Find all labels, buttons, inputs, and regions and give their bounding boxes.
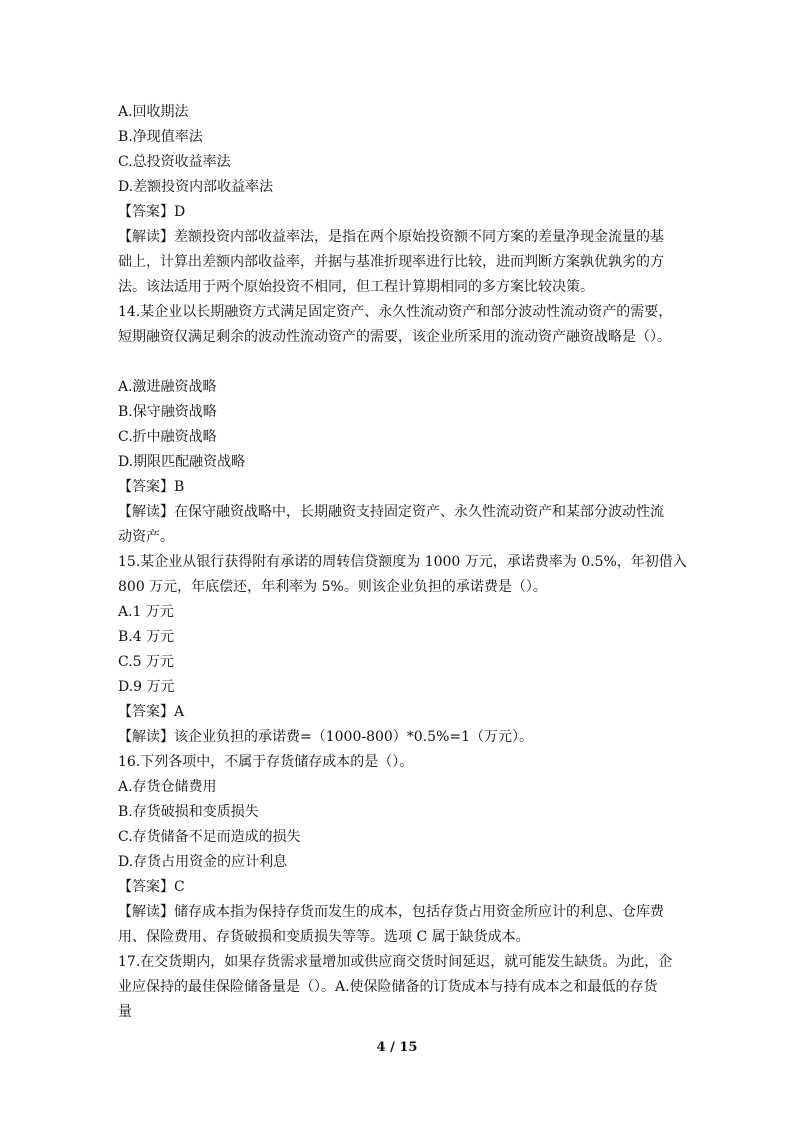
question-stem: 短期融资仅满足剩余的波动性流动资产的需要，该企业所采用的流动资产融资战略是（）。 <box>118 329 671 345</box>
option-c: C.总投资收益率法 <box>118 154 231 170</box>
explanation-line: 动资产。 <box>118 529 174 545</box>
option-c: C.5 万元 <box>118 654 175 670</box>
page-number: 4 / 15 <box>376 1040 418 1055</box>
explanation-line: 法。该法适用于两个原始投资不相同，但工程计算期相同的多方案比较决策。 <box>118 279 594 295</box>
explanation-line: 【解读】差额投资内部收益率法，是指在两个原始投资额不同方案的差量净现金流量的基 <box>118 229 664 245</box>
question-stem: 14.某企业以长期融资方式满足固定资产、永久性流动资产和部分波动性流动资产的需要， <box>118 304 673 320</box>
question-stem: 业应保持的最佳保险储备量是（）。A.使保险储备的订货成本与持有成本之和最低的存货 <box>118 979 658 995</box>
option-a: A.回收期法 <box>118 104 189 120</box>
option-b: B.净现值率法 <box>118 129 203 145</box>
option-d: D.期限匹配融资战略 <box>118 454 246 470</box>
option-c: C.折中融资战略 <box>118 429 217 445</box>
answer: 【答案】C <box>118 879 185 895</box>
explanation-line: 【解读】储存成本指为保持存货而发生的成本，包括存货占用资金所应计的利息、仓库费 <box>118 904 664 920</box>
option-a: A.存货仓储费用 <box>118 779 217 795</box>
question-stem: 17.在交货期内，如果存货需求量增加或供应商交货时间延迟，就可能发生缺货。为此，企 <box>118 954 673 970</box>
explanation-line: 用、保险费用、存货破损和变质损失等等。选项 C 属于缺货成本。 <box>118 929 530 945</box>
explanation-line: 【解读】在保守融资战略中，长期融资支持固定资产、永久性流动资产和某部分波动性流 <box>118 504 664 520</box>
question-stem: 16.下列各项中，不属于存货储存成本的是（）。 <box>118 754 414 770</box>
question-stem: 15.某企业从银行获得附有承诺的周转信贷额度为 1000 万元，承诺费率为 0.5%，年初借入 <box>118 554 687 570</box>
explanation-line: 础上，计算出差额内部收益率，并据与基准折现率进行比较，进而判断方案孰优孰劣的方 <box>118 254 664 270</box>
option-d: D.9 万元 <box>118 679 175 695</box>
explanation-line: 【解读】该企业负担的承诺费=（1000-800）*0.5%=1（万元）。 <box>118 729 534 745</box>
question-stem: 800 万元，年底偿还，年利率为 5%。则该企业负担的承诺费是（）。 <box>118 579 547 595</box>
answer: 【答案】D <box>118 204 186 220</box>
answer: 【答案】A <box>118 704 185 720</box>
answer: 【答案】B <box>118 479 185 495</box>
question-stem: 量 <box>118 1004 132 1020</box>
document-page <box>118 100 687 1025</box>
option-b: B.存货破损和变质损失 <box>118 804 259 820</box>
option-a: A.激进融资战略 <box>118 379 217 395</box>
option-c: C.存货储备不足而造成的损失 <box>118 829 301 845</box>
blank-line <box>118 350 678 375</box>
option-a: A.1 万元 <box>118 604 174 620</box>
option-b: B.4 万元 <box>118 629 175 645</box>
option-d: D.差额投资内部收益率法 <box>118 179 274 195</box>
option-b: B.保守融资战略 <box>118 404 217 420</box>
option-d: D.存货占用资金的应计利息 <box>118 854 288 870</box>
